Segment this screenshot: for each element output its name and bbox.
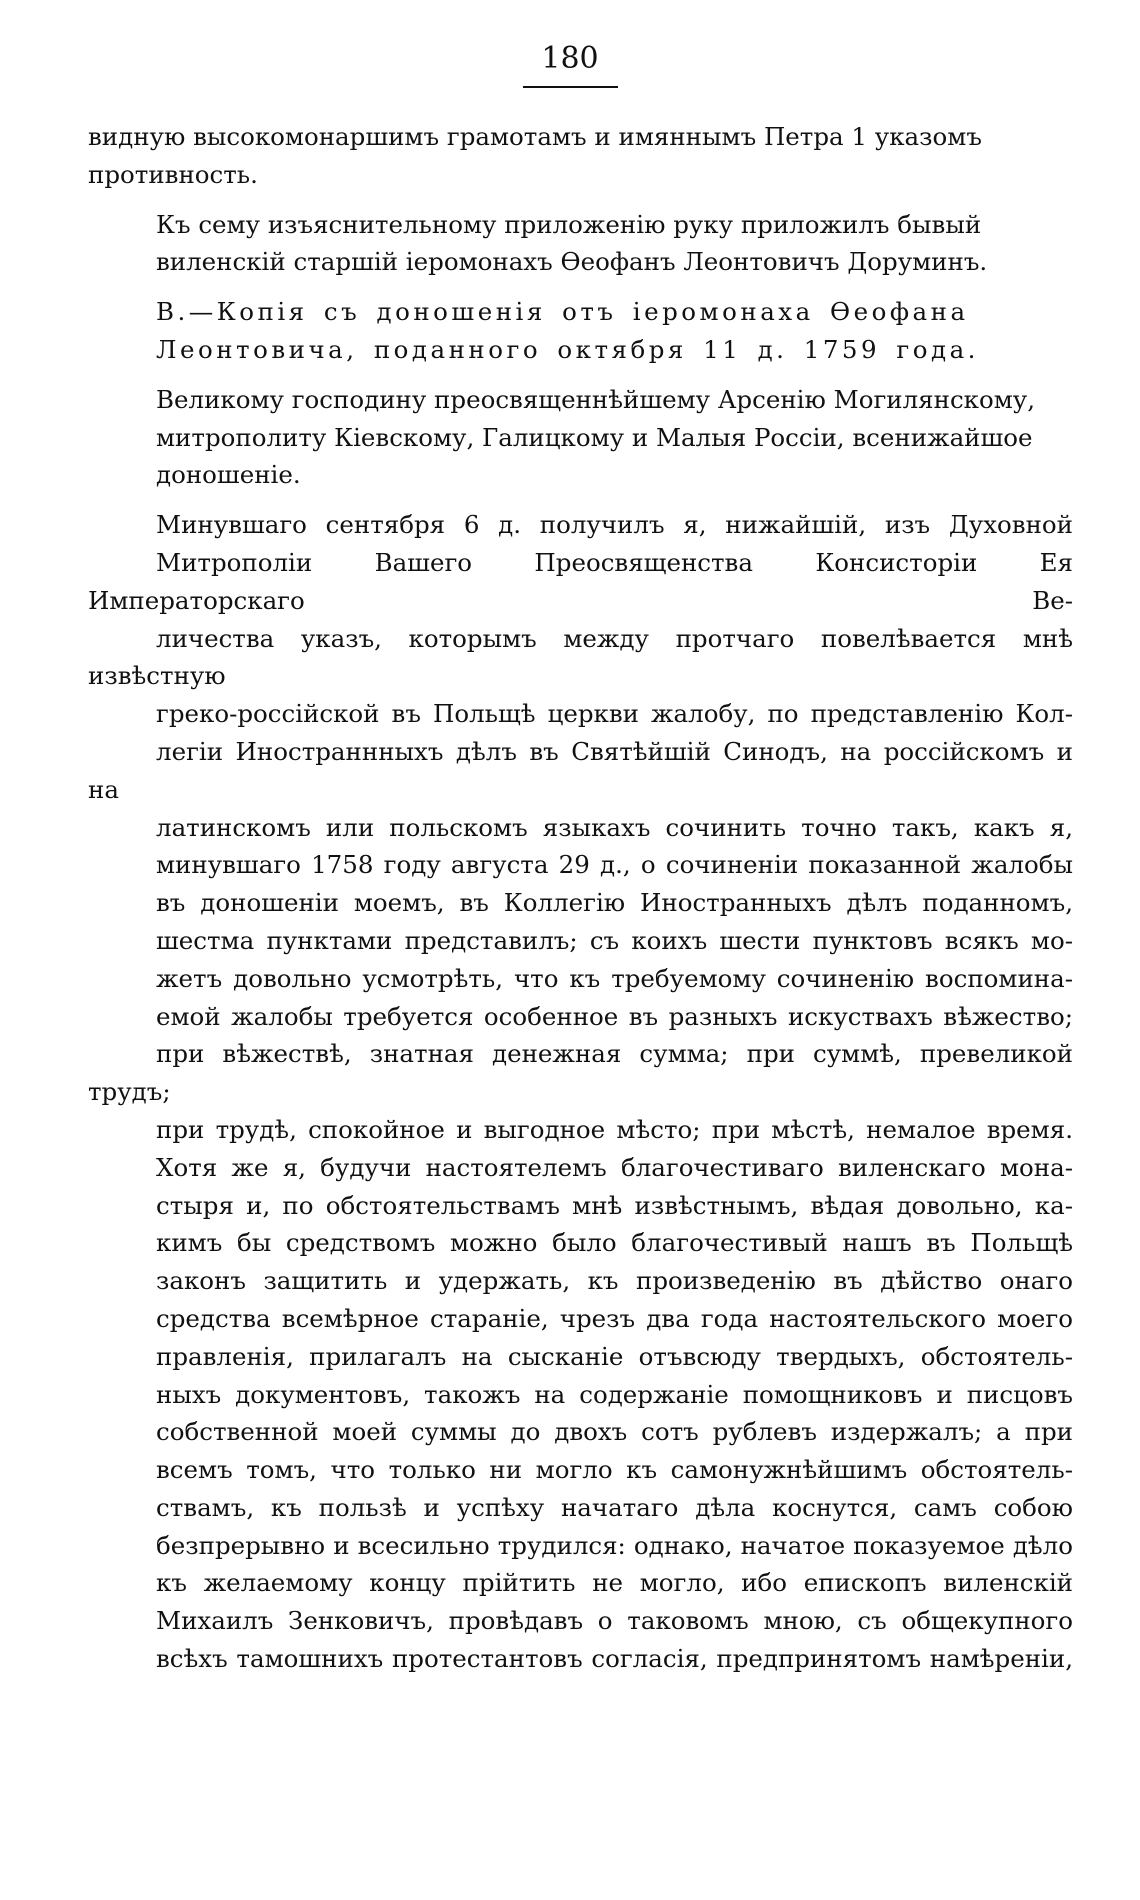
text-line: митрополиту Кіевскому, Галицкому и Малыя Россіи, всенижайшое <box>156 422 1033 452</box>
paragraph-signature <box>88 206 1073 282</box>
text-line: стыря и, по обстоятельствамъ мнѣ извѣстнымъ, вѣдая довольно, ка- <box>156 1190 1073 1220</box>
text-line: жетъ довольно усмотрѣть, что къ требуемому сочиненію воспомина- <box>156 963 1073 993</box>
text-line: противность. <box>88 159 258 189</box>
text-line: средства всемѣрное стараніе, чрезъ два года настоятельского моего <box>156 1303 1073 1333</box>
text-line: въ доношеніи моемъ, въ Коллегію Иностранныхъ дѣлъ поданномъ, <box>156 888 1073 918</box>
text-line: кимъ бы средствомъ можно было благочестивый нашъ въ Польщѣ <box>156 1228 1073 1258</box>
page-number-rule <box>523 86 618 88</box>
text-line: Къ сему изъяснительному приложенію руку приложилъ бывый <box>156 209 982 239</box>
text-line: всѣхъ тамошнихъ протестантовъ согласія, предпринятомъ намѣреніи, <box>156 1644 1073 1674</box>
text-line: безпрерывно и всесильно трудился: однако, начатое показуемое дѣло <box>156 1530 1073 1560</box>
text-line: правленія, прилагалъ на сысканіе отъвсюду твердыхъ, обстоятель- <box>156 1341 1073 1371</box>
text-line: емой жалобы требуется особенное въ разныхъ искуствахъ вѣжество; <box>156 1001 1073 1031</box>
text-line: личества указъ, которымъ между протчаго повелѣвается мнѣ извѣстную <box>88 623 1073 691</box>
text-line: шестма пунктами представилъ; съ коихъ шести пунктовъ всякъ мо- <box>156 925 1073 955</box>
text-line: къ желаемому концу прійтить не могло, ибо епископъ виленскій <box>156 1568 1073 1598</box>
text-line: Хотя же я, будучи настоятелемъ благочестиваго виленскаго мона- <box>156 1152 1073 1182</box>
text-line: легіи Иностраннныхъ дѣлъ въ Святѣйшій Синодъ, на россійскомъ и на <box>88 736 1073 804</box>
text-line: латинскомъ или польскомъ языкахъ сочинить точно такъ, какъ я, <box>156 812 1073 842</box>
text-line: Михаилъ Зенковичъ, провѣдавъ о таковомъ мною, съ общекупного <box>156 1606 1073 1636</box>
heading-line: В.—Копія съ доношенія отъ іеромонаха Ѳеофана <box>156 297 969 327</box>
text-line: минувшаго 1758 году августа 29 д., о сочиненіи показанной жалобы <box>156 850 1073 880</box>
text-line: Великому господину преосвященнѣйшему Арсенію Могилянскому, <box>156 384 1035 414</box>
section-heading <box>88 293 1073 369</box>
text-line: всемъ томъ, что только ни могло къ самонужнѣйшимъ обстоятель- <box>156 1455 1073 1485</box>
text-line: виленскій старшій іеромонахъ Ѳеофанъ Леонтовичъ Доруминъ. <box>156 247 988 277</box>
heading-line: Леонтовича, поданного октября 11 д. 1759 года. <box>156 334 979 364</box>
text-line: ствамъ, къ пользѣ и успѣху начатаго дѣла коснутся, самъ собою <box>156 1492 1073 1522</box>
text-line: доношеніе. <box>156 460 301 490</box>
text-line: греко-россійской въ Польщѣ церкви жалобу, по представленію Кол- <box>156 699 1073 729</box>
paragraph-address <box>88 381 1073 494</box>
text-line: видную высокомонаршимъ грамотамъ и имяннымъ Петра 1 указомъ <box>88 122 982 151</box>
text-line: законъ защитить и удержать, къ произведенію въ дѣйство онаго <box>156 1266 1073 1296</box>
page-number: 180 <box>541 41 599 76</box>
text-line: при трудѣ, спокойное и выгодное мѣсто; при мѣстѣ, немалое время. <box>156 1114 1073 1144</box>
body-text <box>88 118 1073 1678</box>
paragraph-body <box>88 506 1073 1678</box>
text-line: Минувшаго сентября 6 д. получилъ я, нижайшій, изъ Духовной <box>156 510 1073 540</box>
text-line: Митрополіи Вашего Преосвященства Консисторіи Ея Императорскаго Ве- <box>88 547 1073 615</box>
text-line: при вѣжествѣ, знатная денежная сумма; при суммѣ, превеликой трудъ; <box>88 1039 1073 1107</box>
text-line: собственной моей суммы до двохъ сотъ рублевъ издержалъ; а при <box>156 1417 1073 1447</box>
paragraph-continuation <box>88 118 1073 194</box>
text-line: ныхъ документовъ, такожъ на содержаніе помощниковъ и писцовъ <box>156 1379 1073 1409</box>
